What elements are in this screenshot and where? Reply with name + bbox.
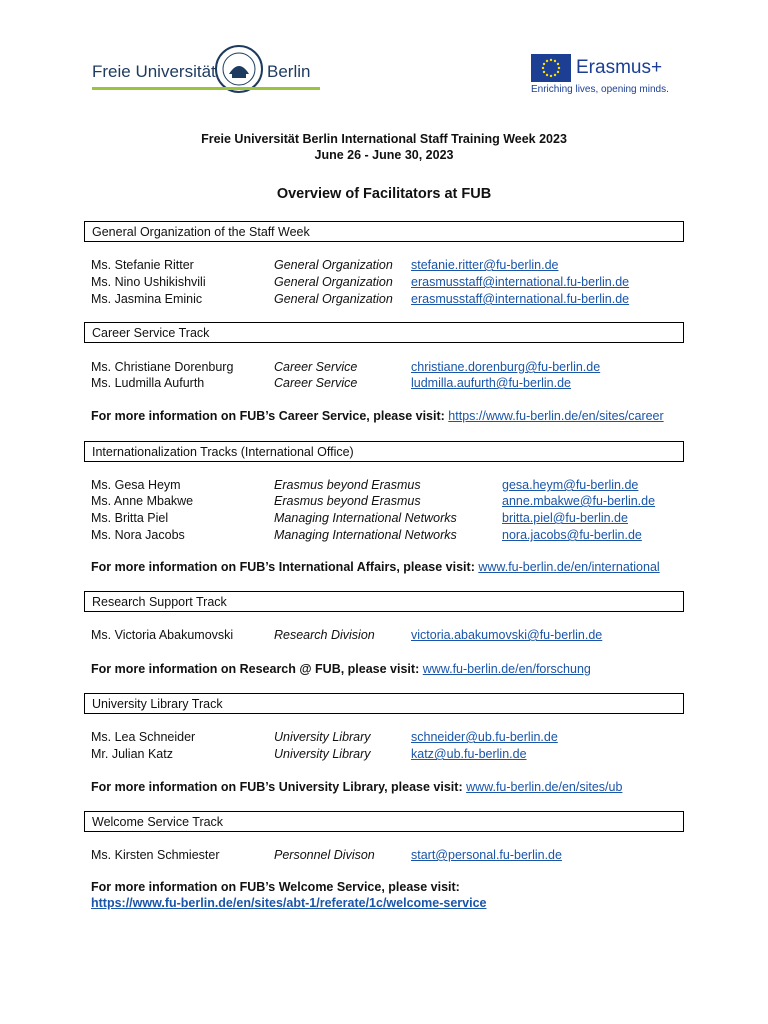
section-header-welcome: Welcome Service Track bbox=[84, 811, 684, 832]
person-role: General Organization bbox=[274, 258, 393, 272]
career-info bbox=[91, 409, 664, 423]
international-info-text: For more information on FUB’s International Affairs, please visit: bbox=[91, 560, 479, 574]
person-email-link[interactable]: gesa.heym@fu-berlin.de bbox=[502, 478, 639, 492]
erasmus-slogan: Enriching lives, opening minds. bbox=[531, 84, 669, 95]
international-info bbox=[91, 560, 660, 574]
person-name: Ms. Jasmina Eminic bbox=[91, 292, 203, 306]
person-email-link[interactable]: ludmilla.aufurth@fu-berlin.de bbox=[411, 376, 571, 390]
library-link[interactable]: www.fu-berlin.de/en/sites/ub bbox=[466, 780, 623, 794]
fu-logo-underline bbox=[92, 87, 320, 90]
welcome-info: For more information on FUB’s Welcome Service, please visit: bbox=[91, 880, 460, 894]
erasmus-logo bbox=[531, 54, 681, 98]
section-header-career: Career Service Track bbox=[84, 322, 684, 343]
person-email-link[interactable]: nora.jacobs@fu-berlin.de bbox=[502, 528, 642, 542]
person-email-link[interactable]: katz@ub.fu-berlin.de bbox=[411, 747, 527, 761]
eu-flag-icon bbox=[531, 54, 571, 82]
person-role: University Library bbox=[274, 747, 371, 761]
erasmus-wordmark: Erasmus+ bbox=[576, 57, 663, 78]
welcome-link[interactable]: https://www.fu-berlin.de/en/sites/abt-1/referate/1c/welcome-service bbox=[91, 896, 487, 910]
person-name: Mr. Julian Katz bbox=[91, 747, 173, 761]
person-name: Ms. Stefanie Ritter bbox=[91, 258, 194, 272]
career-info-text: For more information on FUB’s Career Service, please visit: bbox=[91, 409, 449, 423]
person-role: Managing International Networks bbox=[274, 511, 457, 525]
person-name: Ms. Victoria Abakumovski bbox=[91, 628, 234, 642]
person-name: Ms. Gesa Heym bbox=[91, 478, 181, 492]
international-link[interactable]: www.fu-berlin.de/en/international bbox=[478, 560, 660, 574]
person-role: University Library bbox=[274, 730, 371, 744]
person-email-link[interactable]: erasmusstaff@international.fu-berlin.de bbox=[411, 292, 630, 306]
person-name: Ms. Christiane Dorenburg bbox=[91, 360, 234, 374]
person-name: Ms. Lea Schneider bbox=[91, 730, 196, 744]
fu-logo-text-right: Berlin bbox=[267, 62, 311, 81]
research-info bbox=[91, 662, 591, 676]
fu-logo-text-left: Freie Universität bbox=[92, 62, 216, 81]
section-header-general: General Organization of the Staff Week bbox=[84, 221, 684, 242]
person-email-link[interactable]: anne.mbakwe@fu-berlin.de bbox=[502, 494, 656, 508]
person-email-link[interactable]: victoria.abakumovski@fu-berlin.de bbox=[411, 628, 603, 642]
research-link[interactable]: www.fu-berlin.de/en/forschung bbox=[422, 662, 591, 676]
research-info-text: For more information on Research @ FUB, please visit: bbox=[91, 662, 423, 676]
person-role: General Organization bbox=[274, 275, 393, 289]
fu-berlin-logo bbox=[92, 44, 320, 94]
section-header-research: Research Support Track bbox=[84, 591, 684, 612]
section-header-international: Internationalization Tracks (International Office) bbox=[84, 441, 684, 462]
event-dates: June 26 - June 30, 2023 bbox=[314, 148, 454, 162]
person-name: Ms. Anne Mbakwe bbox=[91, 494, 194, 508]
person-role: Erasmus beyond Erasmus bbox=[274, 494, 421, 508]
person-email-link[interactable]: stefanie.ritter@fu-berlin.de bbox=[411, 258, 559, 272]
person-role: Managing International Networks bbox=[274, 528, 457, 542]
person-role: Erasmus beyond Erasmus bbox=[274, 478, 421, 492]
person-role: Research Division bbox=[274, 628, 375, 642]
person-role: Personnel Divison bbox=[274, 848, 375, 862]
person-name: Ms. Ludmilla Aufurth bbox=[91, 376, 205, 390]
person-role: Career Service bbox=[274, 376, 358, 390]
person-email-link[interactable]: erasmusstaff@international.fu-berlin.de bbox=[411, 275, 630, 289]
person-role: General Organization bbox=[274, 292, 393, 306]
person-email-link[interactable]: start@personal.fu-berlin.de bbox=[411, 848, 562, 862]
page-title: Overview of Facilitators at FUB bbox=[276, 186, 492, 202]
person-email-link[interactable]: christiane.dorenburg@fu-berlin.de bbox=[411, 360, 601, 374]
library-info-text: For more information on FUB’s University Library, please visit: bbox=[91, 780, 467, 794]
career-link[interactable]: https://www.fu-berlin.de/en/sites/career bbox=[448, 409, 664, 423]
event-title: Freie Universität Berlin International Staff Training Week 2023 bbox=[201, 132, 567, 146]
person-name: Ms. Nino Ushikishvili bbox=[91, 275, 206, 289]
section-header-library: University Library Track bbox=[84, 693, 684, 714]
person-email-link[interactable]: britta.piel@fu-berlin.de bbox=[502, 511, 628, 525]
person-role: Career Service bbox=[274, 360, 358, 374]
library-info bbox=[91, 780, 622, 794]
person-email-link[interactable]: schneider@ub.fu-berlin.de bbox=[411, 730, 558, 744]
person-name: Ms. Nora Jacobs bbox=[91, 528, 185, 542]
person-name: Ms. Kirsten Schmiester bbox=[91, 848, 220, 862]
person-name: Ms. Britta Piel bbox=[91, 511, 169, 525]
welcome-link-line bbox=[91, 896, 487, 910]
